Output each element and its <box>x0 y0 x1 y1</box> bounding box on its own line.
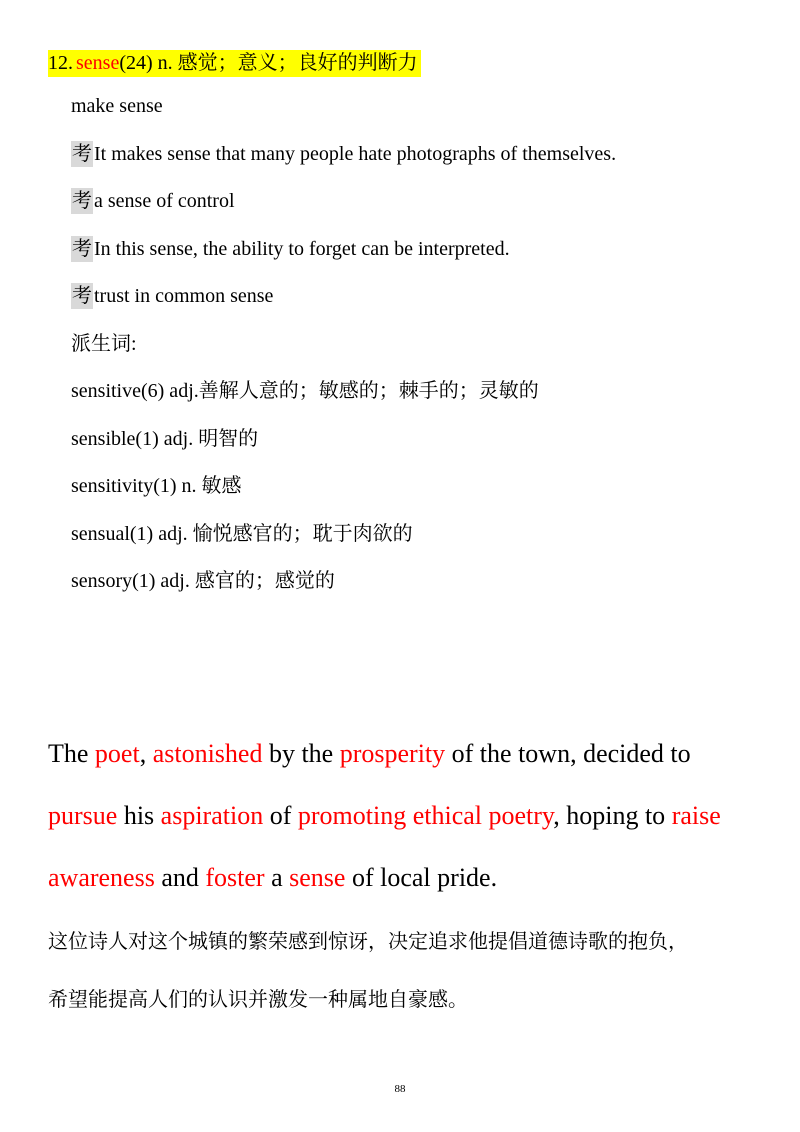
derivative-row <box>71 463 616 511</box>
derivative-row <box>71 416 616 464</box>
exam-example-row <box>71 273 616 321</box>
sentence-keyword: sense <box>289 863 346 892</box>
sentence-text: his <box>117 801 161 830</box>
exam-example-row <box>71 178 616 226</box>
sentence-line <box>48 723 721 785</box>
sentence-text: of the town, decided to <box>445 739 691 768</box>
sentence-text: by the <box>262 739 340 768</box>
sentence-text: a <box>264 863 290 892</box>
exam-marker: 考 <box>72 237 92 260</box>
entry-headword: sense <box>76 52 120 74</box>
sentence-text: , <box>139 739 153 768</box>
entry-body <box>71 83 616 606</box>
derivative-text: sensual(1) adj. 愉悦感官的；耽于肉欲的 <box>71 522 413 545</box>
exam-example-text: In this sense, the ability to forget can be interpreted. <box>94 237 510 260</box>
derivative-row <box>71 558 616 606</box>
translation-line: 这位诗人对这个城镇的繁荣感到惊讶，决定追求他提倡道德诗歌的抱负， <box>48 931 688 953</box>
sentence-text: , hoping to <box>553 801 672 830</box>
derivative-text: sensory(1) adj. 感官的；感觉的 <box>71 570 335 592</box>
exam-marker: 考 <box>72 142 92 165</box>
sentence-keyword: promoting ethical poetry <box>297 801 554 830</box>
sentence-text: The <box>48 739 95 768</box>
derivative-text: sensible(1) adj. 明智的 <box>71 427 259 450</box>
derivative-row <box>71 511 616 559</box>
phrase-row <box>71 83 616 131</box>
exam-example-text: a sense of control <box>94 190 235 212</box>
entry-header <box>48 50 421 77</box>
translation-line: 希望能提高人们的认识并激发一种属地自豪感。 <box>48 989 468 1011</box>
sentence-line <box>48 847 721 909</box>
exam-marker: 考 <box>72 285 92 307</box>
sentence-text: of <box>263 801 298 830</box>
exam-example-text: It makes sense that many people hate photographs of themselves. <box>94 142 617 165</box>
phrase-text: make sense <box>71 95 163 117</box>
derivatives-label: 派生词: <box>71 332 137 355</box>
page-number: 88 <box>394 1083 406 1095</box>
exam-example-row <box>71 131 616 179</box>
example-sentence <box>48 723 721 909</box>
entry-details: (24) n. 感觉；意义；良好的判断力 <box>119 52 418 74</box>
sentence-keyword: aspiration <box>160 801 264 830</box>
sentence-keyword: poet <box>94 739 140 768</box>
sentence-translation <box>48 913 688 1029</box>
exam-example-text: trust in common sense <box>94 285 274 307</box>
sentence-line <box>48 785 721 847</box>
exam-marker: 考 <box>72 190 92 212</box>
entry-number: 12. <box>48 52 73 74</box>
sentence-keyword: raise <box>671 801 721 830</box>
exam-example-row <box>71 226 616 274</box>
derivative-text: sensitive(6) adj.善解人意的；敏感的；棘手的；灵敏的 <box>71 380 539 402</box>
sentence-keyword: awareness <box>48 863 155 892</box>
sentence-text: of local pride. <box>345 863 498 892</box>
sentence-keyword: pursue <box>48 801 118 830</box>
sentence-keyword: prosperity <box>339 739 446 768</box>
derivatives-label-row <box>71 321 616 369</box>
derivative-text: sensitivity(1) n. 敏感 <box>71 475 242 497</box>
sentence-keyword: foster <box>205 863 265 892</box>
sentence-keyword: astonished <box>152 739 263 768</box>
sentence-text: and <box>154 863 206 892</box>
derivative-row <box>71 368 616 416</box>
